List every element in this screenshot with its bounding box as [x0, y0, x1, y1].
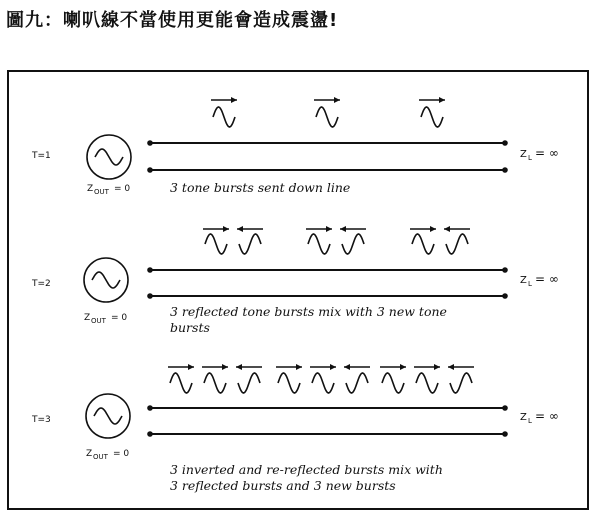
panel-3-burst-2-3-arrow-head: [344, 364, 350, 370]
panel-1-source-value: = 0: [114, 184, 131, 194]
panel-1-load-label: Z: [520, 149, 527, 160]
panel-3-burst-3-3-arrow-head: [448, 364, 454, 370]
panel-1-burst-3-1-arrow-head: [439, 97, 445, 103]
panel-3-load-label: Z: [520, 412, 527, 423]
panel-3-burst-2-3-wave: [346, 373, 368, 393]
figure-title: 圖九：喇叭線不當使用更能會造成震盪!: [6, 10, 339, 31]
panel-1-wire-1-end-dot: [502, 140, 508, 146]
panel-1-source-sub: OUT: [94, 188, 109, 196]
panel-1-time-label: T=1: [32, 151, 51, 161]
panel-1-source-sine-icon: [95, 149, 123, 165]
panel-2-wire-1-end-dot: [502, 267, 508, 273]
panel-2-load-value: = ∞: [535, 272, 559, 286]
panel-1-wire-1-start-dot: [147, 140, 153, 146]
panel-2-burst-3-2-wave: [446, 234, 468, 254]
panel-3-burst-2-2-arrow-head: [330, 364, 336, 370]
panel-3-source-sub: OUT: [93, 453, 108, 461]
panel-2-source-value: = 0: [111, 313, 128, 323]
panel-3-caption-line-2: 3 reflected bursts and 3 new bursts: [170, 478, 396, 493]
panel-2-burst-1-1-arrow-head: [223, 226, 229, 232]
panel-1-load-sub: L: [528, 154, 532, 162]
panel-3-burst-3-1-arrow-head: [400, 364, 406, 370]
panel-3-burst-3-2-wave: [416, 373, 438, 393]
panel-3-load-value: = ∞: [535, 409, 559, 423]
panel-3-burst-1-1-wave: [170, 373, 192, 393]
panel-3-caption-line-1: 3 inverted and re-reflected bursts mix with: [170, 462, 443, 477]
panel-1-burst-2-1-wave: [316, 107, 338, 127]
panel-3-load-sub: L: [528, 417, 532, 425]
panel-1-caption-line-1: 3 tone bursts sent down line: [170, 180, 351, 195]
panel-2-source-label: Z: [84, 313, 91, 323]
panel-3-wire-2-end-dot: [502, 431, 508, 437]
panel-3-burst-1-2-wave: [204, 373, 226, 393]
panel-2-wire-1-start-dot: [147, 267, 153, 273]
panel-1-burst-2-1-arrow-head: [334, 97, 340, 103]
panel-3-burst-3-2-arrow-head: [434, 364, 440, 370]
panel-3-time-label: T=3: [32, 415, 51, 425]
panel-2-wire-2-end-dot: [502, 293, 508, 299]
panel-1-burst-1-1-wave: [213, 107, 235, 127]
panel-2-caption-line-1: 3 reflected tone bursts mix with 3 new tone: [170, 304, 447, 319]
panel-3-burst-2-1-wave: [278, 373, 300, 393]
panel-1-burst-3-1-wave: [421, 107, 443, 127]
panel-3-burst-1-1-arrow-head: [188, 364, 194, 370]
panel-3-source-label: Z: [86, 449, 93, 459]
panel-2-burst-3-1-wave: [412, 234, 434, 254]
panel-3-wire-2-start-dot: [147, 431, 153, 437]
panel-3-burst-2-1-arrow-head: [296, 364, 302, 370]
panel-1-load-value: = ∞: [535, 146, 559, 160]
panel-1-source-label: Z: [87, 184, 94, 194]
panel-3-source-value: = 0: [113, 449, 130, 459]
panel-1-burst-1-1-arrow-head: [231, 97, 237, 103]
panel-2-wire-2-start-dot: [147, 293, 153, 299]
panel-3-burst-1-3-wave: [238, 373, 260, 393]
panel-3-burst-3-3-wave: [450, 373, 472, 393]
panel-2-source-sine-icon: [92, 272, 120, 288]
panel-2-burst-1-1-wave: [205, 234, 227, 254]
panel-2-caption-line-2: bursts: [170, 320, 210, 335]
panel-2-burst-2-1-wave: [308, 234, 330, 254]
panel-3-wire-1-end-dot: [502, 405, 508, 411]
panel-2-load-sub: L: [528, 280, 532, 288]
panel-2-burst-1-2-arrow-head: [237, 226, 243, 232]
panel-1-wire-2-end-dot: [502, 167, 508, 173]
panel-2-source-sub: OUT: [91, 317, 106, 325]
panel-3-burst-3-1-wave: [382, 373, 404, 393]
panel-3-wire-1-start-dot: [147, 405, 153, 411]
panel-2-load-label: Z: [520, 275, 527, 286]
panel-3-burst-2-2-wave: [312, 373, 334, 393]
panel-2-burst-2-2-wave: [342, 234, 364, 254]
panel-1-wire-2-start-dot: [147, 167, 153, 173]
panel-3-burst-1-2-arrow-head: [222, 364, 228, 370]
panel-3-burst-1-3-arrow-head: [236, 364, 242, 370]
panel-2-burst-2-2-arrow-head: [340, 226, 346, 232]
panel-2-burst-3-1-arrow-head: [430, 226, 436, 232]
panel-3-source-sine-icon: [94, 408, 122, 424]
panel-2-burst-2-1-arrow-head: [326, 226, 332, 232]
panel-2-time-label: T=2: [32, 279, 51, 289]
panel-2-burst-3-2-arrow-head: [444, 226, 450, 232]
panel-2-burst-1-2-wave: [239, 234, 261, 254]
